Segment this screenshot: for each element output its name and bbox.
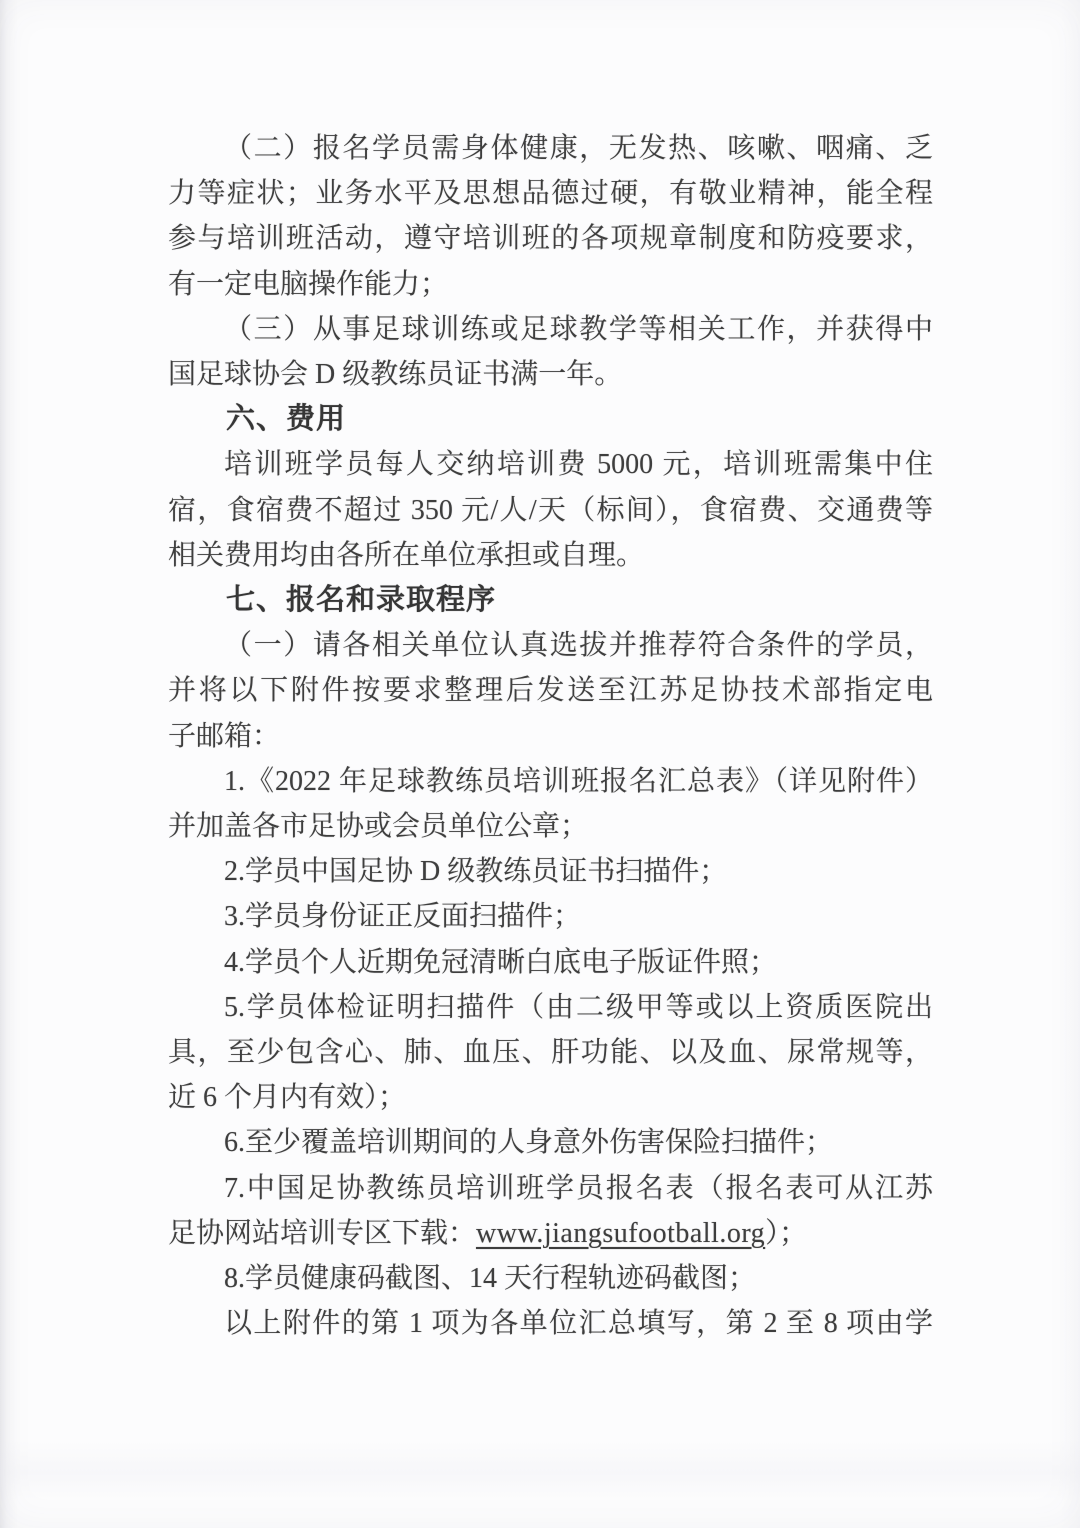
website-url-link[interactable]: www.jiangsufootball.org	[476, 1217, 766, 1249]
text-line	[168, 262, 933, 307]
text-line	[168, 126, 933, 171]
text-run: 国足球协会 D 级教练员证书满一年。	[168, 359, 623, 391]
text-run: 6.至少覆盖培训期间的人身意外伤害保险扫描件；	[224, 1127, 834, 1159]
text-line	[168, 352, 933, 397]
text-line	[168, 578, 933, 623]
fees-body	[168, 442, 933, 578]
text-line	[168, 985, 933, 1030]
text-line	[168, 1075, 933, 1120]
attachment-item-2	[168, 849, 933, 894]
text-run: 有一定电脑操作能力；	[168, 268, 449, 300]
text-line	[168, 714, 933, 759]
attachments-note	[168, 1301, 933, 1346]
text-line	[168, 1256, 933, 1301]
attachment-item-4	[168, 940, 933, 985]
attachment-item-6	[168, 1120, 933, 1165]
attachment-item-7	[168, 1166, 933, 1256]
text-line	[168, 307, 933, 352]
text-run: 七、报名和录取程序	[226, 584, 497, 617]
text-run: ）；	[765, 1217, 808, 1249]
text-run: 1.《2022 年足球教练员培训班报名汇总表》（详见附件）	[224, 765, 933, 797]
text-run: 并加盖各市足协或会员单位公章；	[168, 811, 589, 843]
text-line	[168, 940, 933, 985]
attachment-item-3	[168, 894, 933, 939]
section-6-fees	[168, 397, 933, 442]
requirement-item-2	[168, 126, 933, 307]
text-line	[168, 1120, 933, 1165]
text-line	[168, 397, 933, 442]
attachment-item-5	[168, 985, 933, 1121]
text-line	[168, 171, 933, 216]
text-run: 力等症状；业务水平及思想品德过硬，有敬业精神，能全程	[168, 178, 933, 210]
text-line	[168, 1030, 933, 1075]
text-run: 相关费用均由各所在单位承担或自理。	[168, 539, 645, 571]
text-run: 3.学员身份证正反面扫描件；	[224, 901, 582, 933]
text-run: 7.中国足协教练员培训班学员报名表（报名表可从江苏	[224, 1172, 933, 1204]
text-line	[168, 442, 933, 487]
text-run: 并将以下附件按要求整理后发送至江苏足协技术部指定电	[168, 675, 933, 707]
text-run: 参与培训班活动，遵守培训班的各项规章制度和防疫要求，	[168, 223, 933, 255]
text-run: （二）报名学员需身体健康，无发热、咳嗽、咽痛、乏	[224, 133, 933, 164]
text-line	[168, 759, 933, 804]
text-line	[168, 216, 933, 261]
text-run: 5.学员体检证明扫描件（由二级甲等或以上资质医院出	[224, 991, 933, 1023]
text-line	[168, 894, 933, 939]
text-run: 4.学员个人近期免冠清晰白底电子版证件照；	[224, 946, 778, 978]
section-7-registration	[168, 578, 933, 623]
text-line	[168, 804, 933, 849]
text-run: 具，至少包含心、肺、血压、肝功能、以及血、尿常规等，	[168, 1037, 933, 1069]
text-run: 培训班学员每人交纳培训费 5000 元，培训班需集中住	[224, 449, 933, 481]
text-run: 以上附件的第 1 项为各单位汇总填写，第 2 至 8 项由学	[224, 1308, 933, 1340]
text-run: 子邮箱：	[168, 720, 281, 752]
text-run: 近 6 个月内有效）；	[168, 1082, 407, 1114]
attachment-item-1	[168, 759, 933, 849]
text-run: 足协网站培训专区下载：	[168, 1217, 477, 1249]
attachment-item-8	[168, 1256, 933, 1301]
text-line	[168, 1301, 933, 1346]
text-line	[168, 623, 933, 668]
document-body	[168, 126, 933, 1346]
text-run: 宿，食宿费不超过 350 元/人/天（标间），食宿费、交通费等	[168, 494, 933, 526]
text-run: （一）请各相关单位认真选拔并推荐符合条件的学员，	[224, 630, 933, 662]
text-run: 六、费用	[226, 403, 347, 436]
text-run: （三）从事足球训练或足球教学等相关工作，并获得中	[224, 313, 933, 345]
text-line	[168, 488, 933, 533]
text-line	[168, 533, 933, 578]
requirement-item-3	[168, 307, 933, 397]
text-line	[168, 849, 933, 894]
text-line	[168, 1211, 933, 1256]
registration-intro	[168, 623, 933, 759]
text-line	[168, 668, 933, 713]
text-run: 2.学员中国足协 D 级教练员证书扫描件；	[224, 856, 728, 888]
text-run: 8.学员健康码截图、14 天行程轨迹码截图；	[224, 1263, 757, 1295]
text-line	[168, 1166, 933, 1211]
